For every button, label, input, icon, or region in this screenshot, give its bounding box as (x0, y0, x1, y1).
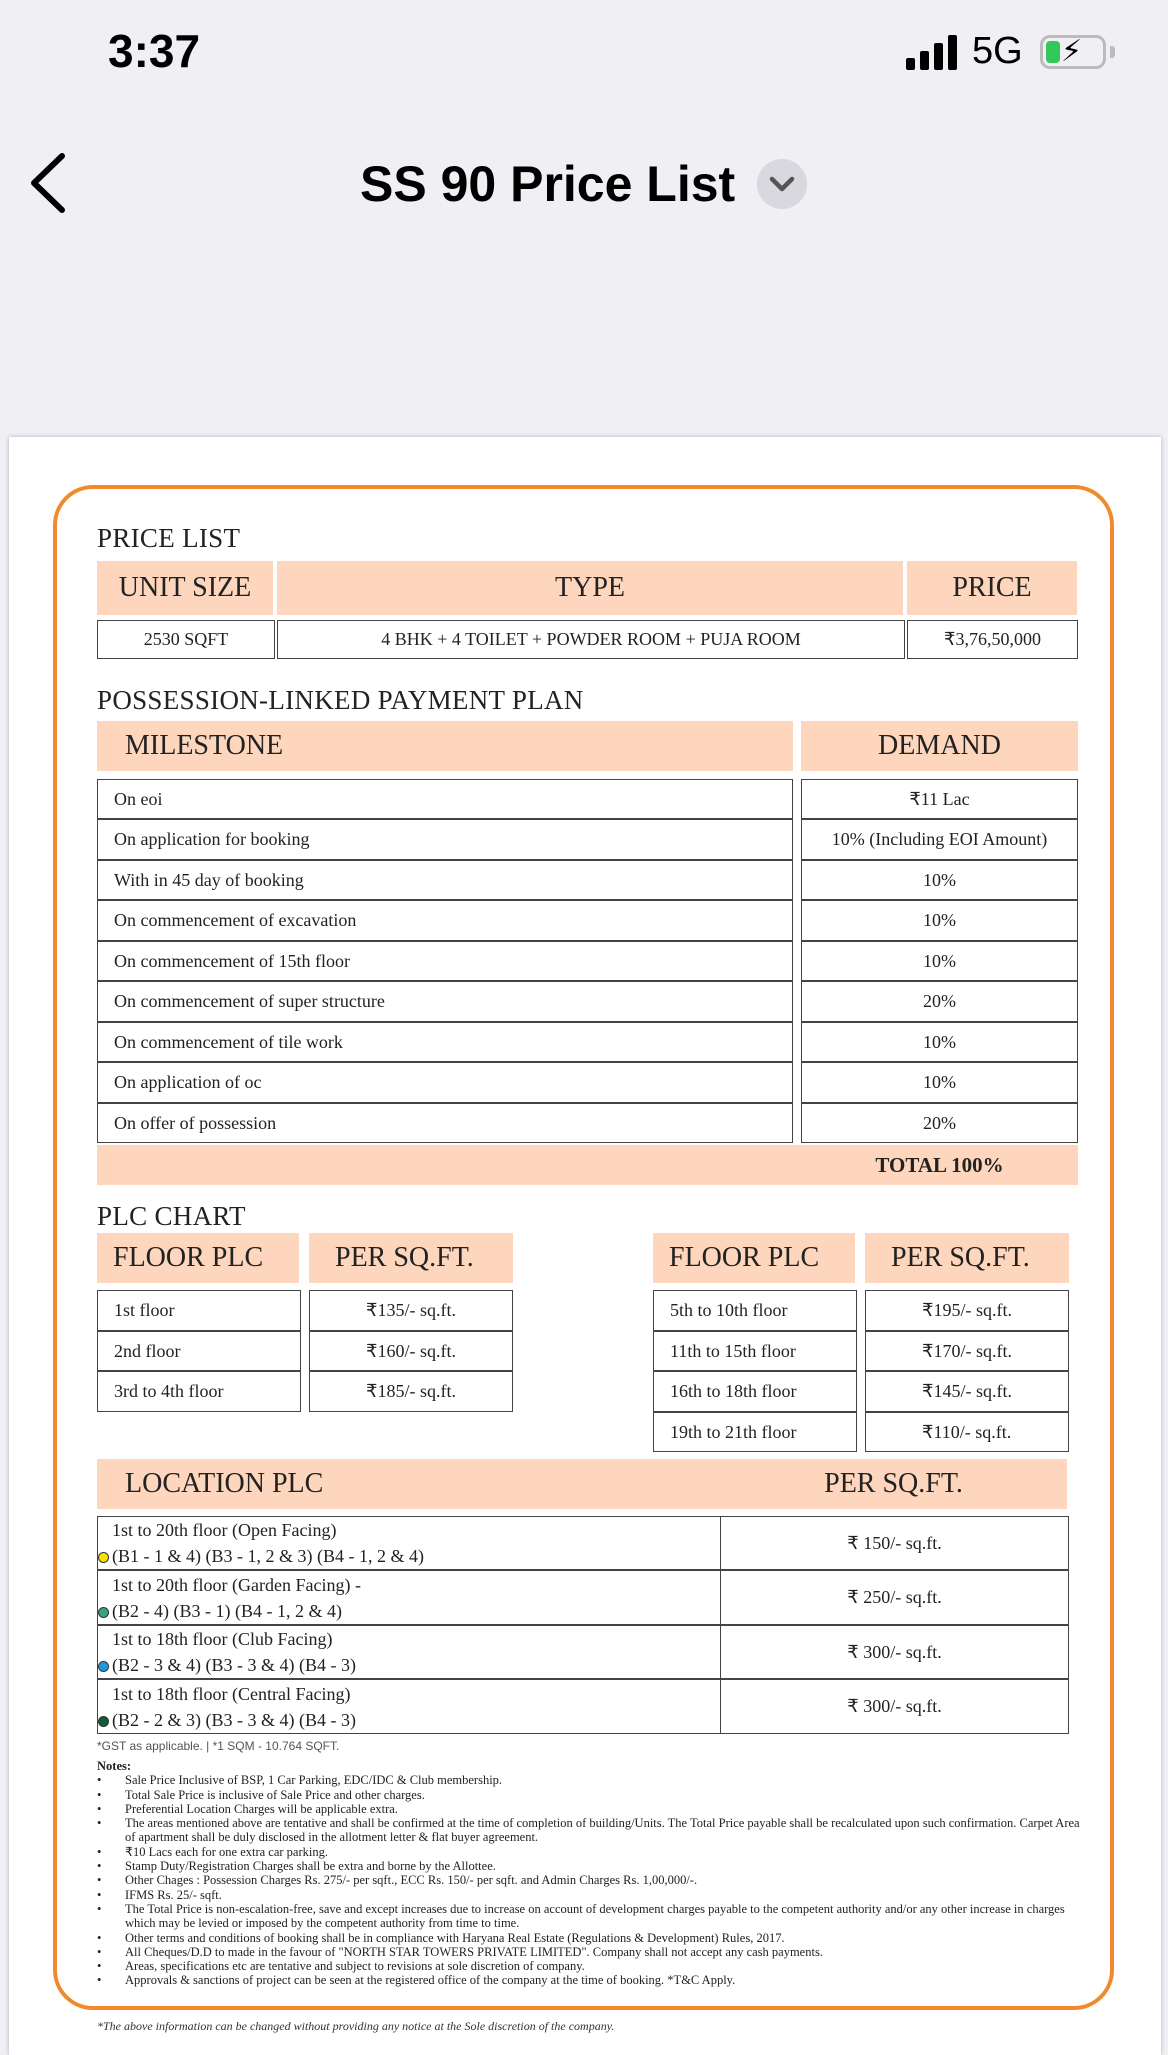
demand-header: DEMAND (801, 721, 1078, 771)
note-item: • The areas mentioned above are tentative and shall be confirmed at the time of completion of building/Units. The Total Price payable shall be recalculated upon such confirmation. Carpet Area of apartment shall be duly disclosed in the allotment letter & flat buyer agreement. (97, 1816, 1087, 1845)
per-sqft-cell: ₹170/- sq.ft. (865, 1331, 1069, 1371)
dark-green-dot-icon (98, 1716, 109, 1727)
location-line2-text: (B2 - 3 & 4) (B3 - 3 & 4) (B4 - 3) (112, 1655, 356, 1675)
milestone-header: MILESTONE (97, 721, 793, 771)
price-header-unit-size: UNIT SIZE (97, 561, 273, 615)
footnote: *GST as applicable. | *1 SQM - 10.764 SQFT. (97, 1739, 340, 1753)
yellow-dot-icon (98, 1552, 109, 1563)
price-header-price: PRICE (907, 561, 1077, 615)
per-sqft-cell: ₹185/- sq.ft. (309, 1371, 513, 1412)
location-price-cell: ₹ 300/- sq.ft. (720, 1679, 1069, 1734)
notes-section (97, 1759, 1087, 1988)
per-sqft-cell: ₹110/- sq.ft. (865, 1412, 1069, 1452)
note-item: • Other terms and conditions of booking shall be in compliance with Haryana Real Estate (Regulations & Development) Rules, 2017. (97, 1931, 1087, 1945)
location-price-cell: ₹ 250/- sq.ft. (720, 1570, 1069, 1625)
floor-plc-cell: 11th to 15th floor (653, 1331, 857, 1371)
per-sqft-cell: ₹135/- sq.ft. (309, 1290, 513, 1331)
per-sqft-cell: ₹160/- sq.ft. (309, 1331, 513, 1371)
floor-plc-header-left: FLOOR PLC (97, 1233, 299, 1283)
note-item: • Total Sale Price is inclusive of Sale Price and other charges. (97, 1788, 1087, 1802)
demand-cell: 20% (801, 1103, 1078, 1143)
page-title: SS 90 Price List (360, 156, 736, 212)
location-row (97, 1570, 723, 1625)
battery-charging-icon: ⚡ (1040, 35, 1106, 69)
location-line2-text: (B2 - 2 & 3) (B3 - 3 & 4) (B4 - 3) (112, 1709, 356, 1730)
location-line2-text: (B1 - 1 & 4) (B3 - 1, 2 & 3) (B4 - 1, 2 & 4) (112, 1546, 424, 1566)
demand-cell: 10% (Including EOI Amount) (801, 819, 1078, 860)
demand-cell: 10% (801, 900, 1078, 941)
location-plc-header: LOCATION PLC (97, 1459, 722, 1509)
network-type: 5G (972, 30, 1023, 72)
blue-dot-icon (98, 1661, 109, 1672)
milestone-cell: On commencement of super structure (97, 981, 793, 1022)
location-row (97, 1679, 723, 1734)
per-sqft-header-right: PER SQ.FT. (865, 1233, 1069, 1283)
price-value: ₹3,76,50,000 (907, 620, 1078, 659)
location-line1: 1st to 20th floor (Open Facing) (112, 1520, 337, 1540)
demand-cell: ₹11 Lac (801, 779, 1078, 819)
note-item: • The Total Price is non-escalation-free, save and except increases due to increase on account of development charges payable to the competent authority and/or any other increase in charges which may be levied or imposed by the competent authority from time to time. (97, 1902, 1087, 1931)
note-item: • IFMS Rs. 25/- sqft. (97, 1888, 1087, 1902)
price-list-document[interactable] (9, 437, 1161, 2055)
chevron-down-icon[interactable] (757, 159, 807, 209)
floor-plc-cell: 19th to 21th floor (653, 1412, 857, 1452)
location-line2 (112, 1598, 342, 1624)
note-item: • Sale Price Inclusive of BSP, 1 Car Parking, EDC/IDC & Club membership. (97, 1773, 1087, 1787)
price-header-type: TYPE (277, 561, 903, 615)
location-price-cell: ₹ 300/- sq.ft. (720, 1625, 1069, 1679)
payment-plan-title: POSSESSION-LINKED PAYMENT PLAN (97, 685, 584, 715)
plc-chart-title: PLC CHART (97, 1201, 246, 1231)
floor-plc-cell: 16th to 18th floor (653, 1371, 857, 1412)
milestone-cell: With in 45 day of booking (97, 860, 793, 900)
milestone-cell: On application for booking (97, 819, 793, 860)
notes-list (97, 1773, 1087, 1987)
location-line2 (112, 1652, 356, 1678)
demand-cell: 10% (801, 1022, 1078, 1062)
demand-cell: 10% (801, 860, 1078, 900)
note-item: • Approvals & sanctions of project can be seen at the registered office of the company at the time of booking. *T&C Apply. (97, 1973, 1087, 1987)
note-item: • Stamp Duty/Registration Charges shall be extra and borne by the Allottee. (97, 1859, 1087, 1873)
notes-title: Notes: (97, 1759, 132, 1773)
per-sqft-cell: ₹145/- sq.ft. (865, 1371, 1069, 1412)
price-unit-size: 2530 SQFT (97, 620, 275, 659)
demand-cell: 10% (801, 1062, 1078, 1103)
note-item: • Preferential Location Charges will be applicable extra. (97, 1802, 1087, 1816)
demand-cell: 20% (801, 981, 1078, 1022)
milestone-cell: On commencement of tile work (97, 1022, 793, 1062)
payment-total: TOTAL 100% (875, 1152, 1004, 1177)
cellular-signal-icon (906, 34, 958, 70)
location-line1: 1st to 20th floor (Garden Facing) - (112, 1574, 361, 1595)
milestone-cell: On commencement of excavation (97, 900, 793, 941)
demand-cell: 10% (801, 941, 1078, 981)
floor-plc-header-right: FLOOR PLC (653, 1233, 855, 1283)
note-item: • Other Chages : Possession Charges Rs. 275/- per sqft., ECC Rs. 150/- per sqft. and Admin Charges Rs. 1,00,000/-. (97, 1873, 1087, 1887)
note-item: • Areas, specifications etc are tentative and subject to revisions at sole discretion of company. (97, 1959, 1087, 1973)
milestone-cell: On eoi (97, 779, 793, 819)
chevron-left-icon[interactable] (24, 150, 74, 216)
milestone-cell: On offer of possession (97, 1103, 793, 1143)
location-line2 (112, 1543, 424, 1569)
location-row (97, 1516, 723, 1570)
location-line1: 1st to 18th floor (Club Facing) (112, 1629, 333, 1649)
floor-plc-cell: 5th to 10th floor (653, 1290, 857, 1331)
status-bar (0, 0, 1168, 110)
price-type: 4 BHK + 4 TOILET + POWDER ROOM + PUJA ROOM (277, 620, 905, 659)
per-sqft-cell: ₹195/- sq.ft. (865, 1290, 1069, 1331)
note-item: • All Cheques/D.D to made in the favour of "NORTH STAR TOWERS PRIVATE LIMITED". Company shall not accept any cash payments. (97, 1945, 1087, 1959)
floor-plc-cell: 2nd floor (97, 1331, 301, 1371)
floor-plc-cell: 3rd to 4th floor (97, 1371, 301, 1412)
location-line1: 1st to 18th floor (Central Facing) (112, 1683, 351, 1704)
milestone-cell: On commencement of 15th floor (97, 941, 793, 981)
location-per-sqft-header: PER SQ.FT. (720, 1459, 1067, 1509)
battery-tip (1110, 46, 1115, 58)
location-line2 (112, 1707, 356, 1733)
per-sqft-header-left: PER SQ.FT. (309, 1233, 513, 1283)
green-dot-icon (98, 1607, 109, 1618)
note-item: • ₹10 Lacs each for one extra car parking. (97, 1845, 1087, 1859)
location-row (97, 1625, 723, 1679)
location-price-cell: ₹ 150/- sq.ft. (720, 1516, 1069, 1570)
price-list-title: PRICE LIST (97, 523, 241, 553)
location-line2-text: (B2 - 4) (B3 - 1) (B4 - 1, 2 & 4) (112, 1600, 342, 1621)
milestone-cell: On application of oc (97, 1062, 793, 1103)
status-time: 3:37 (108, 25, 201, 77)
floor-plc-cell: 1st floor (97, 1290, 301, 1331)
disclaimer: *The above information can be changed without providing any notice at the Sole discretion of the company. (97, 2019, 615, 2033)
